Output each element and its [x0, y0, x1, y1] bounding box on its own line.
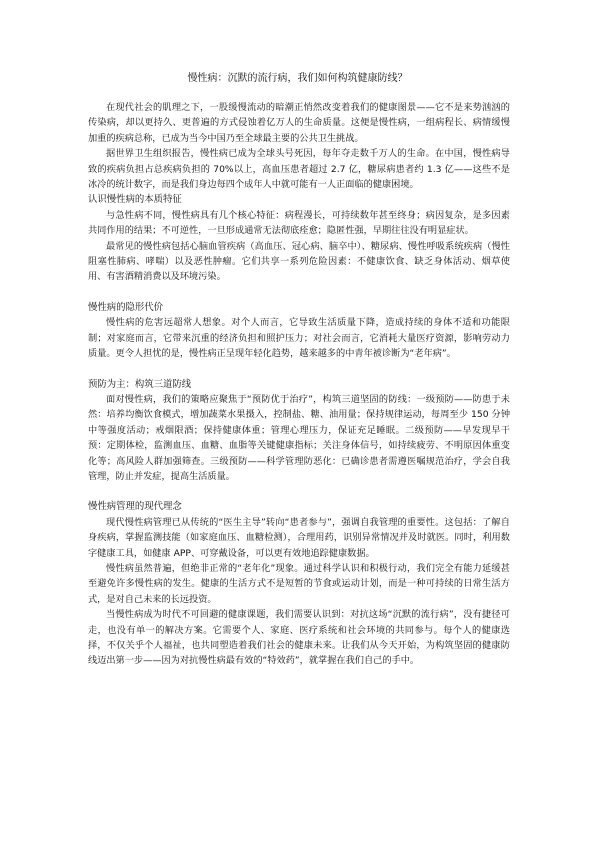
section-management-paragraph-1: 现代慢性病管理已从传统的“医生主导”转向“患者参与”，强调自我管理的重要性。这包括：了解自身疾病，掌握监测技能（如家庭血压、血糖检测），合理用药，识别异常情况并及时就医。同时，利用数字健康工具，如健康 APP、可穿戴设备，可以更有效地追踪健康数据。 — [88, 516, 510, 559]
section-nature-paragraph-2: 最常见的慢性病包括心脑血管疾病（高血压、冠心病、脑卒中）、糖尿病、慢性呼吸系统疾病（慢性阻塞性肺病、哮喘）以及恶性肿瘤。它们共享一系列危险因素：不健康饮食、缺乏身体活动、烟草使用、有害酒精消费以及环境污染。 — [88, 240, 510, 283]
section-nature-paragraph-1: 与急性病不同，慢性病具有几个核心特征：病程漫长，可持续数年甚至终身；病因复杂，是多因素共同作用的结果；不可逆性，一旦形成通常无法彻底痊愈；隐匿性强，早期往往没有明显症状。 — [88, 209, 510, 237]
section-management-paragraph-3: 当慢性病成为时代不可回避的健康课题，我们需要认识到：对抗这场“沉默的流行病”，没有捷径可走，也没有单一的解决方案。它需要个人、家庭、医疗系统和社会环境的共同参与。每个人的健康选择，不仅关乎个人福祉，也共同塑造着我们社会的健康未来。让我们从今天开始，为构筑坚固的健康防线迈出第一步——因为对抗慢性病最有效的“特效药”，就掌握在我们自己的手中。 — [88, 609, 510, 667]
paragraph-gap — [88, 362, 510, 377]
paragraph-gap — [88, 285, 510, 300]
document-body — [88, 100, 510, 669]
section-heading-management: 慢性病管理的现代理念 — [88, 501, 182, 513]
section-prevention-paragraph-1: 面对慢性病，我们的策略应聚焦于“预防优于治疗”，构筑三道坚固的防线：一级预防——防患于未然：培养均衡饮食模式，增加蔬菜水果摄入，控制盐、糖、油用量；保持规律运动，每周至少 150 分钟中等强度活动；戒烟限酒；保持健康体重；管理心理压力，保证充足睡眠。二级预防——早发现早干预：定期体检，监测血压、血糖、血脂等关键健康指标；关注身体信号，如持续疲劳、不明原因体重变化等；高风险人群加强筛查。三级预防——科学管理防恶化：已确诊患者需遵医嘱规范治疗，学会自我管理，防止并发症，提高生活质量。 — [88, 393, 511, 482]
section-heading-cost: 慢性病的隐形代价 — [88, 301, 164, 313]
section-cost-paragraph-1: 慢性病的危害远超常人想象。对个人而言，它导致生活质量下降，造成持续的身体不适和功能限制；对家庭而言，它带来沉重的经济负担和照护压力；对社会而言，它消耗大量医疗资源，影响劳动力质量。更令人担忧的是，慢性病正呈现年轻化趋势，越来越多的中青年被诊断为“老年病”。 — [88, 317, 510, 360]
intro-paragraph-2: 据世界卫生组织报告，慢性病已成为全球头号死因，每年夺走数千万人的生命。在中国，慢性病导致的疾病负担占总疾病负担的 70%以上，高血压患者超过 2.7 亿，糖尿病患者约 1.3 亿——这些不是冰冷的统计数字，而是我们身边每四个成年人中就可能有一人正面临的健康困境。 — [88, 148, 510, 191]
section-heading-nature: 认识慢性病的本质特征 — [88, 194, 182, 206]
section-management-paragraph-2: 慢性病虽然普遍，但绝非正常的“老年化”现象。通过科学认识和积极行动，我们完全有能力延缓甚至避免许多慢性病的发生。健康的生活方式不是短暂的节食或运动计划，而是一种可持续的日常生活方式，是对自己未来的长远投资。 — [88, 562, 510, 605]
paragraph-gap — [88, 484, 510, 499]
intro-paragraph-1: 在现代社会的肌理之下，一股缓慢流动的暗潮正悄然改变着我们的健康图景——它不是来势汹汹的传染病，却以更持久、更普遍的方式侵蚀着亿万人的生命质量。这便是慢性病，一组病程长、病情缓慢加重的疾病总称，已成为当今中国乃至全球最主要的公共卫生挑战。 — [88, 102, 510, 144]
document-title: 慢性病：沉默的流行病，我们如何构筑健康防线？ — [187, 73, 408, 84]
section-heading-prevention: 预防为主：构筑三道防线 — [88, 378, 192, 390]
